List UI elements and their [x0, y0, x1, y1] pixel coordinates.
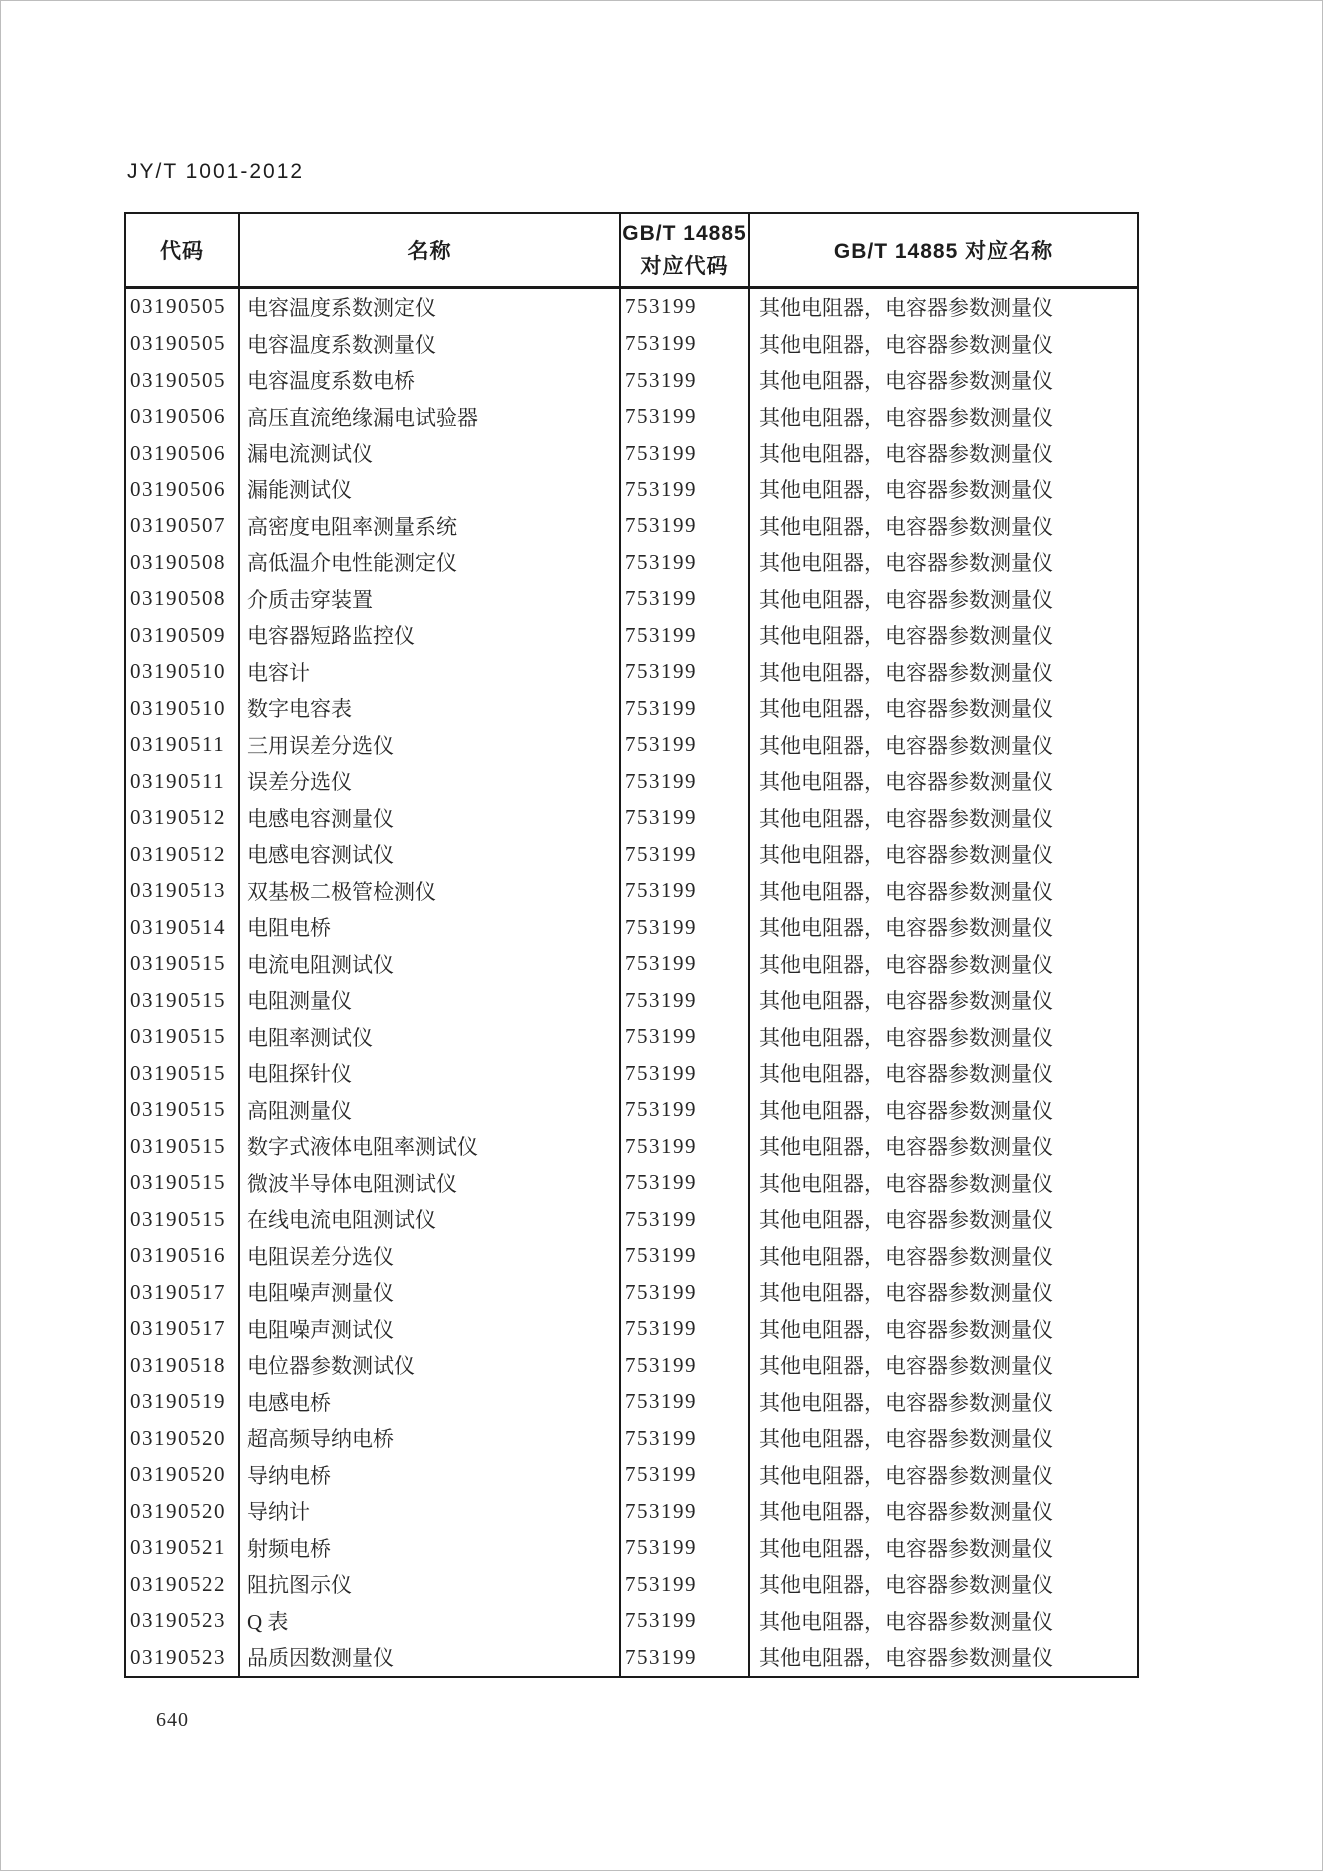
header-gb-code-line1: GB/T 14885 [622, 221, 747, 245]
row-code-cell: 03190517 [125, 1310, 239, 1346]
row-gb-code-cell: 753199 [620, 1274, 749, 1310]
header-name [239, 213, 620, 287]
row-gb-name-cell: 其他电阻器，电容器参数测量仪 [749, 1383, 1138, 1419]
row-code-cell: 03190515 [125, 1091, 239, 1127]
row-name-cell: 高低温介电性能测定仪 [239, 544, 620, 580]
row-gb-code-cell: 753199 [620, 1639, 749, 1677]
row-gb-name-cell: 其他电阻器，电容器参数测量仪 [749, 1237, 1138, 1273]
row-code-cell: 03190520 [125, 1456, 239, 1492]
row-gb-name-cell: 其他电阻器，电容器参数测量仪 [749, 873, 1138, 909]
table-row [125, 946, 1138, 982]
row-name-cell: 电感电桥 [239, 1383, 620, 1419]
row-code-cell: 03190508 [125, 581, 239, 617]
table-row [125, 1019, 1138, 1055]
header-row [125, 213, 1138, 287]
row-name-cell: 微波半导体电阻测试仪 [239, 1164, 620, 1200]
row-code-cell: 03190522 [125, 1566, 239, 1602]
row-gb-name-cell: 其他电阻器，电容器参数测量仪 [749, 1055, 1138, 1091]
row-name-cell: 电容计 [239, 654, 620, 690]
row-gb-code-cell: 753199 [620, 763, 749, 799]
row-code-cell: 03190511 [125, 727, 239, 763]
row-gb-code-cell: 753199 [620, 1128, 749, 1164]
table-row [125, 325, 1138, 361]
table-header [125, 213, 1138, 287]
row-gb-name-cell: 其他电阻器，电容器参数测量仪 [749, 398, 1138, 434]
row-code-cell: 03190507 [125, 508, 239, 544]
row-name-cell: 电阻测量仪 [239, 982, 620, 1018]
row-gb-name-cell: 其他电阻器，电容器参数测量仪 [749, 1493, 1138, 1529]
row-code-cell: 03190518 [125, 1347, 239, 1383]
row-name-cell: 电位器参数测试仪 [239, 1347, 620, 1383]
table-row [125, 1456, 1138, 1492]
header-gb-code-line2: 对应代码 [640, 254, 729, 278]
table-row [125, 435, 1138, 471]
row-code-cell: 03190515 [125, 1201, 239, 1237]
row-gb-name-cell: 其他电阻器，电容器参数测量仪 [749, 982, 1138, 1018]
table-row [125, 982, 1138, 1018]
row-gb-name-cell: 其他电阻器，电容器参数测量仪 [749, 1164, 1138, 1200]
row-name-cell: 漏能测试仪 [239, 471, 620, 507]
row-gb-name-cell: 其他电阻器，电容器参数测量仪 [749, 508, 1138, 544]
header-code-label: 代码 [160, 239, 204, 263]
row-name-cell: 电阻电桥 [239, 909, 620, 945]
row-name-cell: 电容器短路监控仪 [239, 617, 620, 653]
row-code-cell: 03190506 [125, 398, 239, 434]
table-row [125, 690, 1138, 726]
row-code-cell: 03190520 [125, 1493, 239, 1529]
row-name-cell: 阻抗图示仪 [239, 1566, 620, 1602]
row-code-cell: 03190508 [125, 544, 239, 580]
row-gb-code-cell: 753199 [620, 1310, 749, 1346]
page-number: 640 [156, 1709, 189, 1731]
row-code-cell: 03190505 [125, 287, 239, 325]
row-gb-code-cell: 753199 [620, 654, 749, 690]
table-row [125, 1237, 1138, 1273]
header-name-label: 名称 [407, 239, 452, 263]
row-name-cell: 电阻噪声测试仪 [239, 1310, 620, 1346]
row-gb-code-cell: 753199 [620, 909, 749, 945]
row-gb-name-cell: 其他电阻器，电容器参数测量仪 [749, 1456, 1138, 1492]
row-gb-code-cell: 753199 [620, 362, 749, 398]
row-gb-name-cell: 其他电阻器，电容器参数测量仪 [749, 763, 1138, 799]
row-code-cell: 03190517 [125, 1274, 239, 1310]
row-gb-name-cell: 其他电阻器，电容器参数测量仪 [749, 727, 1138, 763]
table-row [125, 800, 1138, 836]
row-name-cell: 双基极二极管检测仪 [239, 873, 620, 909]
row-code-cell: 03190523 [125, 1639, 239, 1677]
row-gb-name-cell: 其他电阻器，电容器参数测量仪 [749, 654, 1138, 690]
table-row [125, 362, 1138, 398]
row-gb-code-cell: 753199 [620, 1420, 749, 1456]
row-gb-name-cell: 其他电阻器，电容器参数测量仪 [749, 1310, 1138, 1346]
row-gb-code-cell: 753199 [620, 800, 749, 836]
row-name-cell: 漏电流测试仪 [239, 435, 620, 471]
row-gb-name-cell: 其他电阻器，电容器参数测量仪 [749, 1602, 1138, 1638]
row-name-cell: 电容温度系数测定仪 [239, 287, 620, 325]
table-row [125, 1493, 1138, 1529]
header-gb-name [749, 213, 1138, 287]
row-gb-name-cell: 其他电阻器，电容器参数测量仪 [749, 287, 1138, 325]
row-code-cell: 03190519 [125, 1383, 239, 1419]
row-gb-code-cell: 753199 [620, 1055, 749, 1091]
table-row [125, 1128, 1138, 1164]
table-row [125, 508, 1138, 544]
table-row [125, 1201, 1138, 1237]
row-gb-code-cell: 753199 [620, 325, 749, 361]
row-code-cell: 03190514 [125, 909, 239, 945]
table-row [125, 763, 1138, 799]
row-code-cell: 03190516 [125, 1237, 239, 1273]
row-name-cell: 电流电阻测试仪 [239, 946, 620, 982]
row-gb-code-cell: 753199 [620, 1201, 749, 1237]
row-gb-code-cell: 753199 [620, 690, 749, 726]
row-gb-code-cell: 753199 [620, 508, 749, 544]
table-row [125, 727, 1138, 763]
row-gb-code-cell: 753199 [620, 1164, 749, 1200]
table-row [125, 581, 1138, 617]
row-code-cell: 03190515 [125, 946, 239, 982]
row-gb-name-cell: 其他电阻器，电容器参数测量仪 [749, 617, 1138, 653]
row-code-cell: 03190505 [125, 325, 239, 361]
row-gb-code-cell: 753199 [620, 544, 749, 580]
table-row [125, 1310, 1138, 1346]
row-gb-code-cell: 753199 [620, 1091, 749, 1127]
row-name-cell: Q 表 [239, 1602, 620, 1638]
row-code-cell: 03190510 [125, 690, 239, 726]
row-gb-name-cell: 其他电阻器，电容器参数测量仪 [749, 690, 1138, 726]
row-code-cell: 03190520 [125, 1420, 239, 1456]
table-row [125, 1164, 1138, 1200]
table-row [125, 1566, 1138, 1602]
row-name-cell: 电阻率测试仪 [239, 1019, 620, 1055]
row-name-cell: 导纳电桥 [239, 1456, 620, 1492]
row-gb-name-cell: 其他电阻器，电容器参数测量仪 [749, 836, 1138, 872]
row-name-cell: 在线电流电阻测试仪 [239, 1201, 620, 1237]
table-row [125, 287, 1138, 325]
row-gb-name-cell: 其他电阻器，电容器参数测量仪 [749, 362, 1138, 398]
row-name-cell: 射频电桥 [239, 1529, 620, 1565]
row-code-cell: 03190506 [125, 435, 239, 471]
row-name-cell: 电感电容测量仪 [239, 800, 620, 836]
row-name-cell: 电阻噪声测量仪 [239, 1274, 620, 1310]
row-code-cell: 03190515 [125, 1128, 239, 1164]
table-row [125, 1055, 1138, 1091]
row-gb-name-cell: 其他电阻器，电容器参数测量仪 [749, 1128, 1138, 1164]
row-name-cell: 数字式液体电阻率测试仪 [239, 1128, 620, 1164]
row-gb-code-cell: 753199 [620, 1237, 749, 1273]
row-gb-code-cell: 753199 [620, 873, 749, 909]
row-gb-code-cell: 753199 [620, 617, 749, 653]
row-name-cell: 介质击穿装置 [239, 581, 620, 617]
row-code-cell: 03190512 [125, 836, 239, 872]
row-gb-code-cell: 753199 [620, 435, 749, 471]
row-code-cell: 03190515 [125, 1019, 239, 1055]
row-gb-name-cell: 其他电阻器，电容器参数测量仪 [749, 1529, 1138, 1565]
row-code-cell: 03190511 [125, 763, 239, 799]
row-code-cell: 03190523 [125, 1602, 239, 1638]
table-row [125, 617, 1138, 653]
row-gb-name-cell: 其他电阻器，电容器参数测量仪 [749, 581, 1138, 617]
table-row [125, 1347, 1138, 1383]
row-gb-code-cell: 753199 [620, 836, 749, 872]
row-name-cell: 误差分选仪 [239, 763, 620, 799]
table-row [125, 398, 1138, 434]
row-name-cell: 品质因数测量仪 [239, 1639, 620, 1677]
row-code-cell: 03190505 [125, 362, 239, 398]
row-gb-name-cell: 其他电阻器，电容器参数测量仪 [749, 1201, 1138, 1237]
row-code-cell: 03190513 [125, 873, 239, 909]
row-gb-code-cell: 753199 [620, 398, 749, 434]
row-gb-code-cell: 753199 [620, 1347, 749, 1383]
row-code-cell: 03190510 [125, 654, 239, 690]
table-body [125, 287, 1138, 1677]
row-code-cell: 03190515 [125, 982, 239, 1018]
row-gb-name-cell: 其他电阻器，电容器参数测量仪 [749, 800, 1138, 836]
row-name-cell: 电阻误差分选仪 [239, 1237, 620, 1273]
row-code-cell: 03190509 [125, 617, 239, 653]
table-row [125, 1274, 1138, 1310]
table-row [125, 836, 1138, 872]
table-row [125, 544, 1138, 580]
row-gb-code-cell: 753199 [620, 727, 749, 763]
code-mapping-table [124, 212, 1139, 1678]
row-name-cell: 高压直流绝缘漏电试验器 [239, 398, 620, 434]
row-gb-name-cell: 其他电阻器，电容器参数测量仪 [749, 471, 1138, 507]
table-row [125, 1529, 1138, 1565]
row-gb-code-cell: 753199 [620, 1566, 749, 1602]
table-row [125, 873, 1138, 909]
table-row [125, 909, 1138, 945]
row-gb-name-cell: 其他电阻器，电容器参数测量仪 [749, 1420, 1138, 1456]
row-gb-code-cell: 753199 [620, 1493, 749, 1529]
row-code-cell: 03190521 [125, 1529, 239, 1565]
row-name-cell: 电感电容测试仪 [239, 836, 620, 872]
row-gb-code-cell: 753199 [620, 982, 749, 1018]
row-gb-name-cell: 其他电阻器，电容器参数测量仪 [749, 325, 1138, 361]
table-row [125, 1091, 1138, 1127]
row-gb-name-cell: 其他电阻器，电容器参数测量仪 [749, 1566, 1138, 1602]
row-name-cell: 高密度电阻率测量系统 [239, 508, 620, 544]
table-row [125, 1383, 1138, 1419]
table-row [125, 471, 1138, 507]
row-gb-name-cell: 其他电阻器，电容器参数测量仪 [749, 1091, 1138, 1127]
row-gb-code-cell: 753199 [620, 946, 749, 982]
row-name-cell: 超高频导纳电桥 [239, 1420, 620, 1456]
row-gb-name-cell: 其他电阻器，电容器参数测量仪 [749, 1639, 1138, 1677]
row-name-cell: 导纳计 [239, 1493, 620, 1529]
table-row [125, 1602, 1138, 1638]
row-name-cell: 高阻测量仪 [239, 1091, 620, 1127]
row-code-cell: 03190512 [125, 800, 239, 836]
row-name-cell: 三用误差分选仪 [239, 727, 620, 763]
row-gb-code-cell: 753199 [620, 287, 749, 325]
row-name-cell: 数字电容表 [239, 690, 620, 726]
table-row [125, 1639, 1138, 1677]
row-code-cell: 03190515 [125, 1055, 239, 1091]
row-gb-name-cell: 其他电阻器，电容器参数测量仪 [749, 1274, 1138, 1310]
row-code-cell: 03190506 [125, 471, 239, 507]
row-code-cell: 03190515 [125, 1164, 239, 1200]
row-gb-name-cell: 其他电阻器，电容器参数测量仪 [749, 909, 1138, 945]
header-gb-name-label: GB/T 14885 对应名称 [833, 239, 1054, 263]
row-gb-code-cell: 753199 [620, 471, 749, 507]
row-gb-code-cell: 753199 [620, 581, 749, 617]
row-name-cell: 电容温度系数测量仪 [239, 325, 620, 361]
row-gb-name-cell: 其他电阻器，电容器参数测量仪 [749, 435, 1138, 471]
row-gb-code-cell: 753199 [620, 1529, 749, 1565]
row-gb-name-cell: 其他电阻器，电容器参数测量仪 [749, 1019, 1138, 1055]
row-gb-name-cell: 其他电阻器，电容器参数测量仪 [749, 946, 1138, 982]
row-gb-name-cell: 其他电阻器，电容器参数测量仪 [749, 544, 1138, 580]
header-gb-code [620, 213, 749, 287]
header-code [125, 213, 239, 287]
row-gb-code-cell: 753199 [620, 1383, 749, 1419]
row-gb-code-cell: 753199 [620, 1456, 749, 1492]
row-gb-code-cell: 753199 [620, 1602, 749, 1638]
row-gb-code-cell: 753199 [620, 1019, 749, 1055]
doc-number: JY/T 1001-2012 [127, 160, 305, 183]
table-row [125, 1420, 1138, 1456]
row-gb-name-cell: 其他电阻器，电容器参数测量仪 [749, 1347, 1138, 1383]
table-row [125, 654, 1138, 690]
row-name-cell: 电容温度系数电桥 [239, 362, 620, 398]
row-name-cell: 电阻探针仪 [239, 1055, 620, 1091]
